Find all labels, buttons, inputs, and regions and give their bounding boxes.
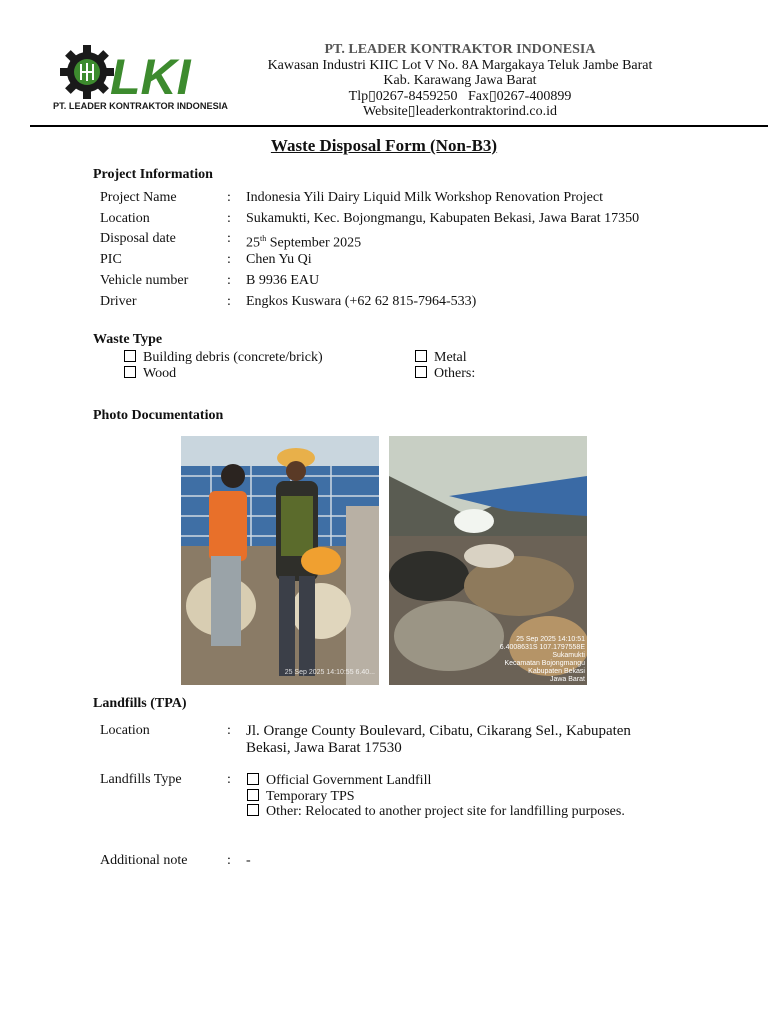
waste-option-others[interactable]: Others:: [415, 366, 475, 382]
photo-doc-heading: Photo Documentation: [93, 408, 224, 423]
location-value: Sukamukti, Kec. Bojongmangu, Kabupaten Bekasi, Jawa Barat 17350: [246, 210, 640, 226]
project-name-value: Indonesia Yili Dairy Liquid Milk Workshop Renovation Project: [246, 190, 603, 205]
checkbox[interactable]: [415, 350, 427, 362]
waste-option-metal[interactable]: Metal: [415, 350, 467, 366]
svg-text:Kecamatan Bojongmangu: Kecamatan Bojongmangu: [504, 660, 585, 667]
company-address-2: Kab. Karawang Jawa Barat: [383, 73, 537, 88]
field-label: Landfills Type: [100, 772, 182, 787]
waste-option-building-debris[interactable]: Building debris (concrete/brick): [124, 350, 323, 366]
checkbox[interactable]: [247, 773, 259, 785]
landfill-type-row: Landfills Type :: [0, 770, 768, 830]
waste-option-wood[interactable]: Wood: [124, 366, 176, 382]
checkbox[interactable]: [124, 350, 136, 362]
svg-text:6.4008631S 107.1797558E: 6.4008631S 107.1797558E: [499, 644, 585, 651]
vehicle-value: B 9936 EAU: [246, 272, 320, 288]
svg-text:Kabupaten Bekasi: Kabupaten Bekasi: [528, 668, 585, 675]
company-phone: Tlp▯0267-8459250 Fax▯0267-400899: [348, 88, 572, 104]
field-label: Location: [100, 723, 150, 738]
svg-text:25 Sep 2025 14:10:51: 25 Sep 2025 14:10:51: [516, 636, 585, 643]
waste-type-heading: Waste Type: [93, 332, 163, 347]
company-logo: [50, 44, 235, 114]
field-label: Disposal date: [100, 231, 176, 247]
landfill-option-temporary-tps[interactable]: Temporary TPS: [247, 789, 355, 805]
company-info: [260, 42, 660, 120]
pic-value: Chen Yu Qi: [246, 252, 312, 268]
disposal-date-value: 25th September 2025: [246, 234, 362, 252]
checkbox[interactable]: [247, 804, 259, 816]
checkbox[interactable]: [247, 789, 259, 801]
field-label: Driver: [100, 293, 137, 309]
field-label: Location: [100, 210, 150, 226]
svg-text:25 Sep 2025 14:10:55 6.40...: 25 Sep 2025 14:10:55 6.40...: [284, 669, 375, 676]
landfill-option-official[interactable]: Official Government Landfill: [247, 773, 431, 789]
landfill-location-row: Location : Jl. Orange County Boulevard, Cibatu, Cikarang Sel., Kabupaten Bekasi, Jawa Barat 17530: [100, 723, 631, 756]
field-label: Additional note: [100, 853, 188, 868]
field-label: Vehicle number: [100, 272, 189, 288]
photo-waste-pile: [389, 436, 587, 685]
landfill-option-other[interactable]: Other: Relocated to another project site for landfilling purposes.: [247, 804, 625, 820]
additional-note-value: -: [246, 853, 251, 868]
svg-text:LKI: LKI: [110, 49, 191, 105]
gear-icon: [60, 45, 114, 99]
checkbox[interactable]: [124, 366, 136, 378]
company-address-1: Kawasan Industri KIIC Lot V No. 8A Margakaya Teluk Jambe Barat: [267, 57, 653, 73]
company-website: Website▯leaderkontraktorind.co.id: [363, 104, 557, 119]
checkbox[interactable]: [415, 366, 427, 378]
company-name: PT. LEADER KONTRAKTOR INDONESIA: [324, 42, 596, 57]
landfills-heading: Landfills (TPA): [93, 696, 187, 711]
form-title: Waste Disposal Form (Non-B3): [270, 136, 498, 155]
svg-text:PT. LEADER KONTRAKTOR INDONESI: PT. LEADER KONTRAKTOR INDONESIA: [53, 101, 228, 111]
photo-workers-unloading: [181, 436, 379, 685]
landfill-location-value: Jl. Orange County Boulevard, Cibatu, Cikarang Sel., Kabupaten Bekasi, Jawa Barat 17530: [246, 723, 631, 756]
svg-text:Jawa Barat: Jawa Barat: [549, 676, 585, 683]
field-label: PIC: [100, 252, 122, 268]
driver-value: Engkos Kuswara (+62 62 815-7964-533): [246, 293, 477, 309]
header-divider: [30, 125, 768, 127]
project-info-heading: Project Information: [93, 167, 213, 182]
field-label: Project Name: [100, 190, 177, 205]
svg-text:Sukamukti: Sukamukti: [552, 652, 585, 659]
